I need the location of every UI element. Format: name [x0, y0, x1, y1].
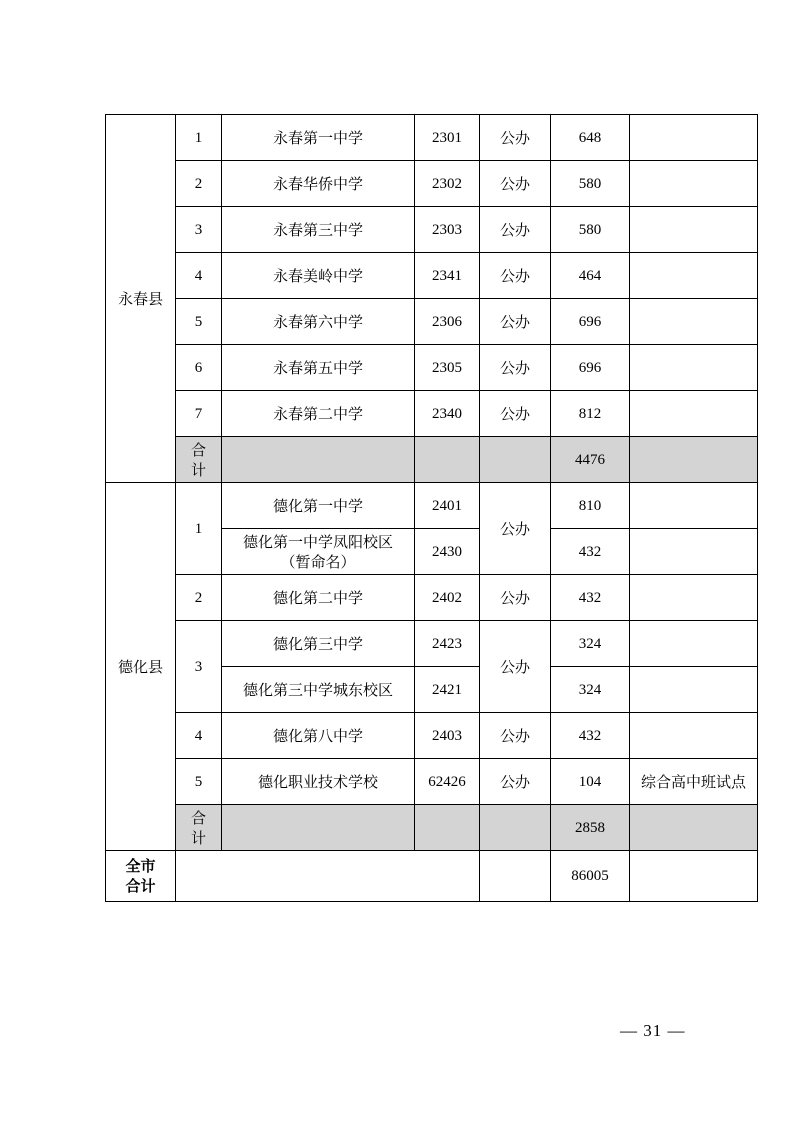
school-type: 公办 — [480, 621, 551, 713]
table-row — [106, 759, 758, 805]
grand-total-label-line: 全市 — [125, 857, 156, 875]
school-type: 公办 — [480, 483, 551, 575]
subtotal-label-line: 合 — [190, 808, 206, 827]
plan-count: 810 — [551, 483, 630, 529]
school-name: 永春第一中学 — [222, 115, 415, 161]
school-index: 4 — [176, 253, 222, 299]
school-index: 6 — [176, 345, 222, 391]
school-name — [222, 529, 415, 575]
school-type: 公办 — [480, 299, 551, 345]
plan-count: 696 — [551, 345, 630, 391]
school-type: 公办 — [480, 575, 551, 621]
school-code: 2403 — [415, 713, 480, 759]
empty-cell — [415, 437, 480, 483]
school-type: 公办 — [480, 207, 551, 253]
school-index: 5 — [176, 759, 222, 805]
plan-count: 432 — [551, 713, 630, 759]
school-note — [630, 713, 758, 759]
subtotal-row — [106, 805, 758, 851]
table-row — [106, 299, 758, 345]
school-name: 德化职业技术学校 — [222, 759, 415, 805]
school-index: 5 — [176, 299, 222, 345]
school-note — [630, 575, 758, 621]
plan-count: 104 — [551, 759, 630, 805]
plan-count: 580 — [551, 207, 630, 253]
school-code: 2302 — [415, 161, 480, 207]
school-name: 德化第八中学 — [222, 713, 415, 759]
school-code: 62426 — [415, 759, 480, 805]
school-index: 3 — [176, 621, 222, 713]
school-name: 德化第三中学 — [222, 621, 415, 667]
subtotal-value: 4476 — [551, 437, 630, 483]
region-dehua: 德化县 — [106, 483, 176, 851]
school-index: 1 — [176, 483, 222, 575]
table-row — [106, 575, 758, 621]
empty-cell — [480, 437, 551, 483]
table-row — [106, 621, 758, 667]
grand-total-label-line: 合计 — [125, 877, 156, 895]
empty-cell — [630, 437, 758, 483]
school-name: 永春第三中学 — [222, 207, 415, 253]
empty-cell — [630, 851, 758, 902]
plan-count: 812 — [551, 391, 630, 437]
enrollment-plan-table — [105, 114, 758, 902]
subtotal-label-line: 计 — [190, 460, 206, 479]
subtotal-label — [176, 805, 222, 851]
table-row — [106, 115, 758, 161]
plan-count: 580 — [551, 161, 630, 207]
school-type: 公办 — [480, 345, 551, 391]
table-row — [106, 253, 758, 299]
school-code: 2306 — [415, 299, 480, 345]
table-row — [106, 391, 758, 437]
school-type: 公办 — [480, 391, 551, 437]
table-row — [106, 345, 758, 391]
school-type: 公办 — [480, 161, 551, 207]
school-code: 2401 — [415, 483, 480, 529]
subtotal-value: 2858 — [551, 805, 630, 851]
school-note — [630, 253, 758, 299]
school-type: 公办 — [480, 713, 551, 759]
school-name: 德化第二中学 — [222, 575, 415, 621]
grand-total-label — [106, 851, 176, 902]
empty-cell — [222, 437, 415, 483]
school-code: 2402 — [415, 575, 480, 621]
table-row — [106, 483, 758, 529]
school-name: 永春第六中学 — [222, 299, 415, 345]
school-note — [630, 345, 758, 391]
plan-count: 464 — [551, 253, 630, 299]
school-code: 2430 — [415, 529, 480, 575]
table-row — [106, 207, 758, 253]
school-note — [630, 299, 758, 345]
school-note — [630, 207, 758, 253]
school-note — [630, 529, 758, 575]
empty-cell — [630, 805, 758, 851]
school-code: 2423 — [415, 621, 480, 667]
plan-count: 696 — [551, 299, 630, 345]
school-name: 永春美岭中学 — [222, 253, 415, 299]
subtotal-label-line: 合 — [190, 440, 206, 459]
empty-cell — [480, 851, 551, 902]
empty-cell — [415, 805, 480, 851]
school-name-line: （暂命名） — [280, 552, 356, 571]
school-code: 2301 — [415, 115, 480, 161]
subtotal-label — [176, 437, 222, 483]
plan-count: 648 — [551, 115, 630, 161]
school-note: 综合高中班试点 — [630, 759, 758, 805]
plan-count: 324 — [551, 667, 630, 713]
empty-cell — [222, 805, 415, 851]
school-code: 2305 — [415, 345, 480, 391]
table-row — [106, 713, 758, 759]
school-index: 1 — [176, 115, 222, 161]
school-type: 公办 — [480, 115, 551, 161]
school-type: 公办 — [480, 253, 551, 299]
school-code: 2341 — [415, 253, 480, 299]
plan-count: 324 — [551, 621, 630, 667]
page-number: — 31 — — [620, 1021, 686, 1040]
school-index: 7 — [176, 391, 222, 437]
school-note — [630, 667, 758, 713]
school-name: 永春华侨中学 — [222, 161, 415, 207]
school-note — [630, 621, 758, 667]
school-name: 德化第一中学 — [222, 483, 415, 529]
subtotal-label-line: 计 — [190, 828, 206, 847]
grand-total-value: 86005 — [551, 851, 630, 902]
grand-total-row — [106, 851, 758, 902]
school-code: 2421 — [415, 667, 480, 713]
school-code: 2340 — [415, 391, 480, 437]
school-index: 2 — [176, 161, 222, 207]
plan-count: 432 — [551, 575, 630, 621]
school-note — [630, 391, 758, 437]
plan-count: 432 — [551, 529, 630, 575]
subtotal-row — [106, 437, 758, 483]
school-name: 永春第五中学 — [222, 345, 415, 391]
school-note — [630, 161, 758, 207]
school-note — [630, 115, 758, 161]
empty-cell — [176, 851, 480, 902]
table-row — [106, 161, 758, 207]
school-note — [630, 483, 758, 529]
school-code: 2303 — [415, 207, 480, 253]
school-index: 2 — [176, 575, 222, 621]
school-index: 4 — [176, 713, 222, 759]
school-type: 公办 — [480, 759, 551, 805]
school-name-line: 德化第一中学凤阳校区 — [242, 532, 393, 551]
region-yongchun: 永春县 — [106, 115, 176, 483]
school-index: 3 — [176, 207, 222, 253]
school-name: 德化第三中学城东校区 — [222, 667, 415, 713]
school-name: 永春第二中学 — [222, 391, 415, 437]
empty-cell — [480, 805, 551, 851]
